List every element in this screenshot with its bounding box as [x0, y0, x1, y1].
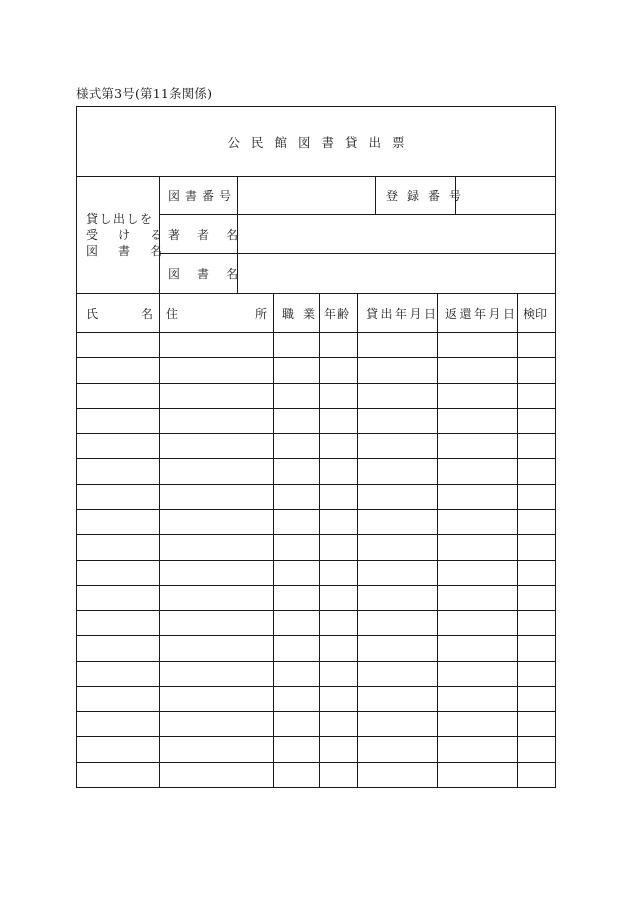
registration-number-label: 登録番号 — [386, 189, 471, 203]
author-label: 著者名 — [168, 227, 256, 242]
table-row[interactable] — [77, 561, 555, 585]
registration-label-left — [375, 177, 376, 214]
book-title-label: 図書名 — [168, 267, 256, 281]
col-header-lend-date: 貸出年月日 — [366, 306, 439, 321]
author-field[interactable] — [238, 215, 555, 253]
table-row[interactable] — [77, 333, 555, 357]
table-row[interactable] — [77, 687, 555, 711]
table-row[interactable] — [77, 662, 555, 686]
table-row[interactable] — [77, 763, 555, 787]
form-caption: 様式第3号(第11条関係) — [76, 86, 213, 101]
col-header-age: 年齢 — [324, 306, 351, 321]
col-header-name-b: 名 — [140, 306, 153, 321]
table-row[interactable] — [77, 384, 555, 408]
col-header-seal: 検印 — [523, 306, 548, 321]
table-row[interactable] — [77, 485, 555, 509]
col-header-name — [86, 294, 153, 332]
borrow-label-line-3: 図書名 — [86, 244, 183, 258]
col-header-address-a: 住 — [166, 306, 179, 321]
table-row[interactable] — [77, 586, 555, 610]
borrow-label-line-2: 受ける — [86, 228, 183, 242]
borrow-label-line-1: 貸し出しを — [86, 212, 154, 226]
table-row[interactable] — [77, 737, 555, 761]
table-row[interactable] — [77, 409, 555, 433]
col-header-occupation: 職業 — [282, 306, 325, 321]
table-row[interactable] — [77, 636, 555, 660]
col-header-address — [166, 294, 267, 332]
book-title-field[interactable] — [238, 254, 555, 293]
registration-number-field[interactable] — [456, 177, 555, 214]
table-row[interactable] — [77, 712, 555, 736]
table-row[interactable] — [77, 611, 555, 635]
table-row[interactable] — [77, 434, 555, 458]
book-number-field[interactable] — [238, 177, 375, 214]
col-header-return-date: 返還年月日 — [445, 306, 518, 321]
lending-slip-form — [76, 106, 556, 788]
form-title: 公民館図書貸出票 — [227, 134, 416, 150]
table-row[interactable] — [77, 510, 555, 534]
col-header-name-a: 氏 — [86, 306, 99, 321]
table-row[interactable] — [77, 459, 555, 483]
table-row[interactable] — [77, 535, 555, 559]
col-header-address-b: 所 — [254, 306, 267, 321]
table-row[interactable] — [77, 358, 555, 382]
book-number-label: 図書番号 — [168, 189, 237, 203]
